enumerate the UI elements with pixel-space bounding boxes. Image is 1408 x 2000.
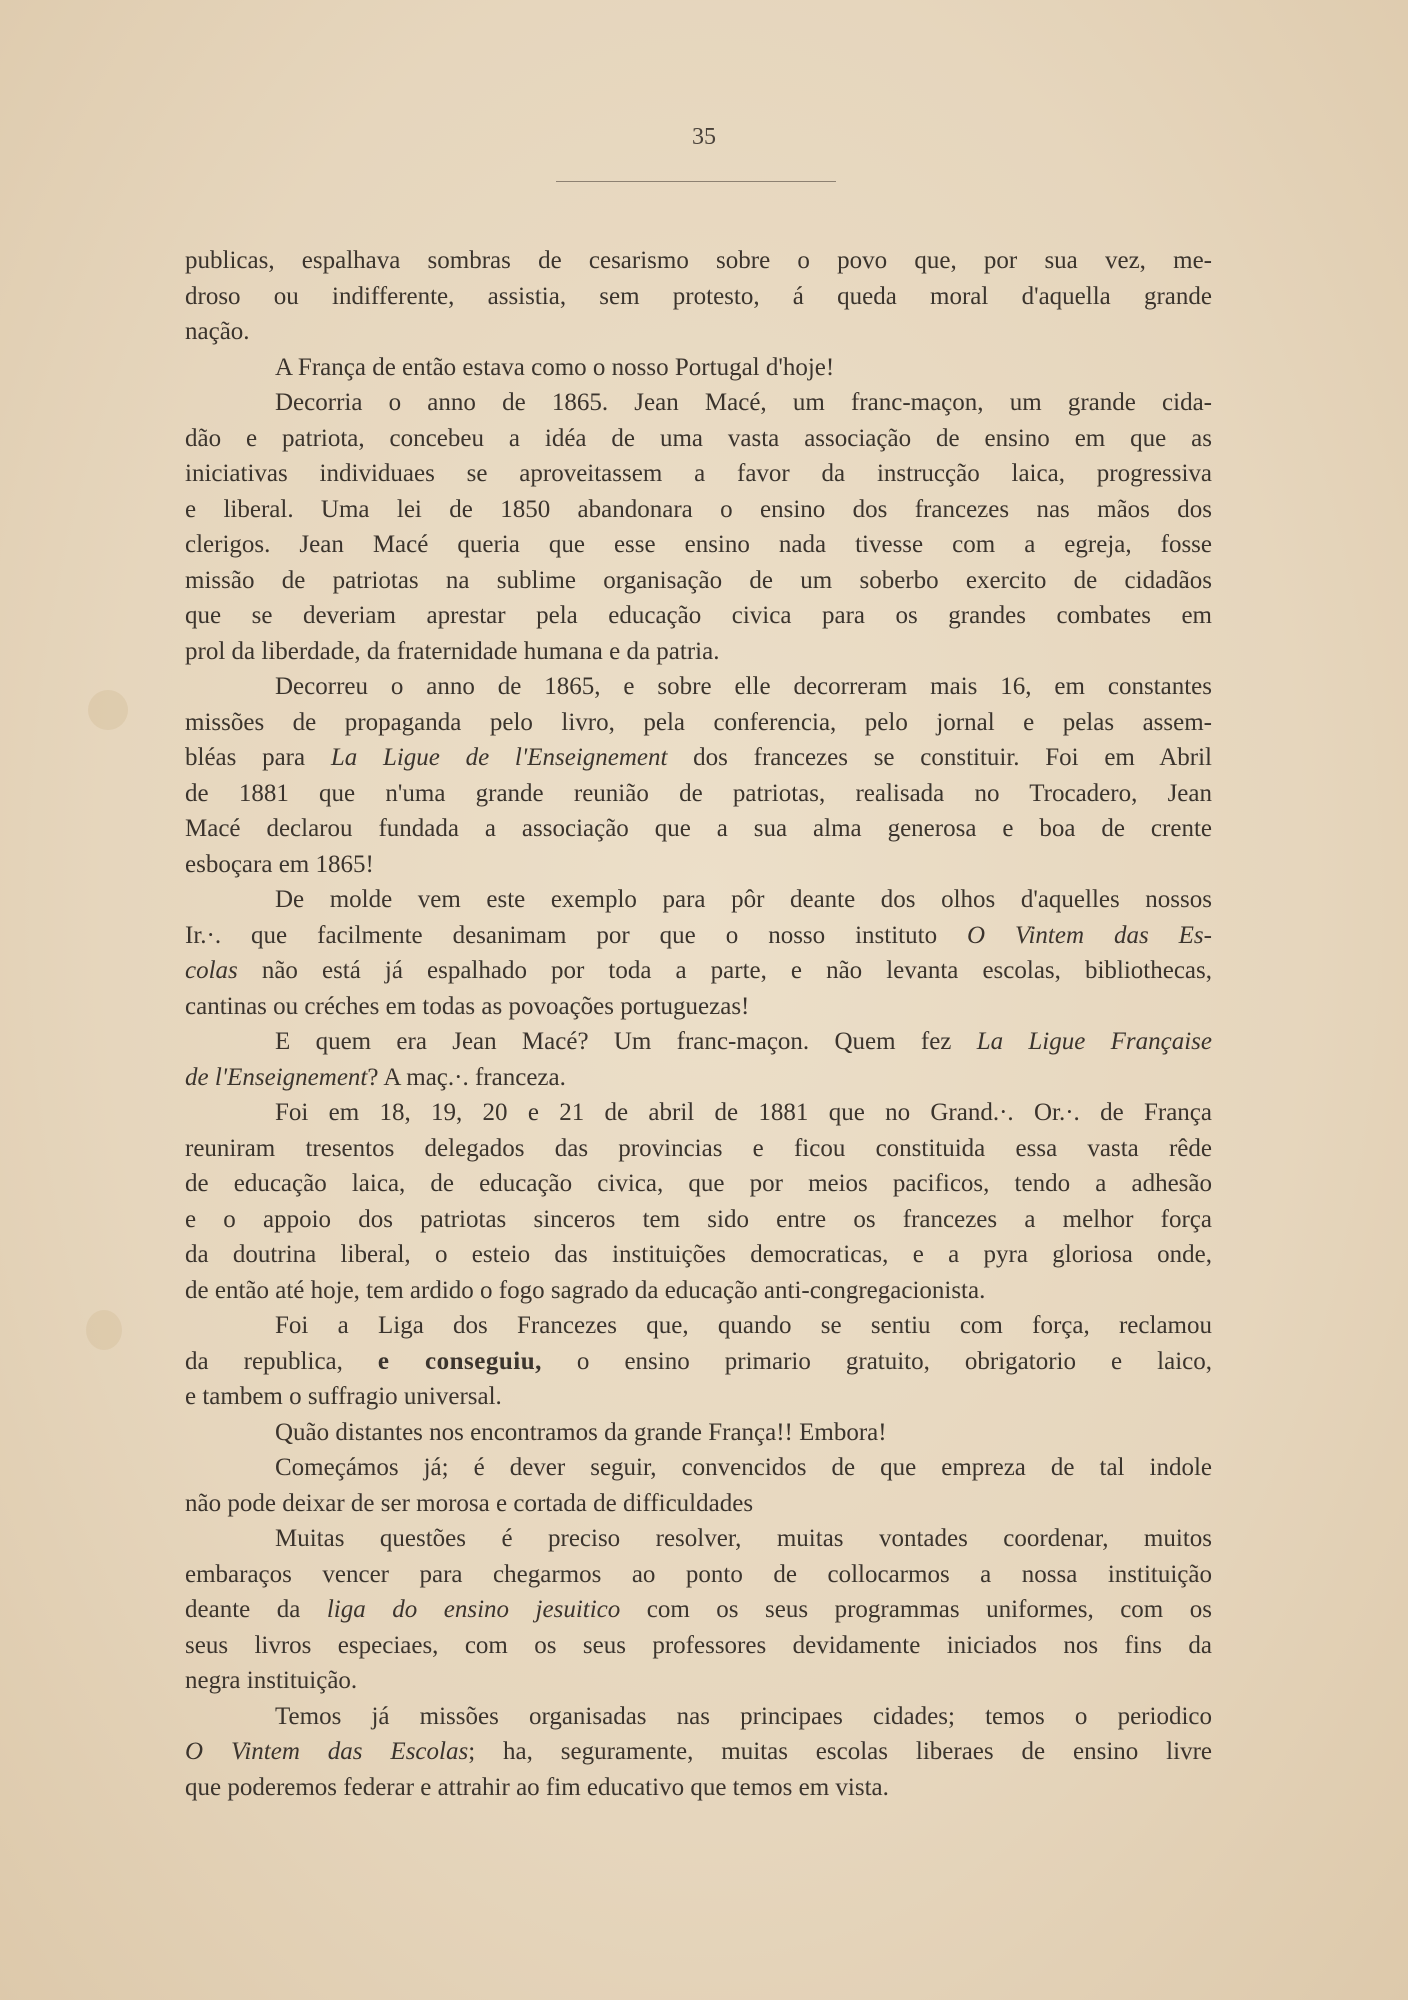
text-line: [275, 1415, 1212, 1451]
italic-text: liga do ensino jesuitico: [326, 1596, 621, 1623]
text-segment: A França de então estava como o nosso Portugal d'hoje!: [275, 353, 835, 381]
text-line: [275, 669, 1212, 705]
text-line: [275, 350, 1212, 386]
text-segment: prol da liberdade, da fraternidade humana e da patria.: [185, 637, 720, 665]
text-line: [275, 882, 1212, 918]
text-segment: não pode deixar de ser morosa e cortada de difficuldades: [185, 1489, 754, 1517]
text-line: [185, 1344, 1212, 1380]
text-segment: da doutrina liberal, o esteio das instituições democraticas, e a pyra gloriosa onde,: [185, 1241, 1212, 1268]
text-segment: Macé declarou fundada a associação que a sua alma generosa e boa de crente: [185, 815, 1212, 842]
text-line: [275, 1699, 1212, 1735]
text-segment: droso ou indifferente, assistia, sem protesto, á queda moral d'aquella grande: [185, 282, 1212, 310]
text-line: [275, 1308, 1212, 1344]
text-line: [185, 598, 1212, 634]
text-line: [185, 563, 1212, 599]
text-line: [185, 1592, 1212, 1628]
text-line: [185, 1379, 1212, 1415]
text-segment: Quão distantes nos encontramos da grande França!! Embora!: [275, 1418, 887, 1446]
italic-text: La Ligue de l'Enseignement: [330, 744, 668, 771]
text-segment: missão de patriotas na sublime organisação de um soberbo exercito de cidadãos: [185, 566, 1212, 594]
italic-text: O Vintem das Es-: [967, 921, 1212, 949]
text-segment: reuniram tresentos delegados das provincias e ficou constituida essa vasta rêde: [185, 1134, 1212, 1162]
text-segment: De molde vem este exemplo para pôr deante dos olhos d'aquelles nossos: [275, 886, 1212, 913]
text-segment: embaraços vencer para chegarmos ao ponto de collocarmos a nossa instituição: [185, 1560, 1212, 1588]
italic-text: de l'Enseignement: [185, 1063, 368, 1091]
text-segment: Muitas questões é preciso resolver, muitas vontades coordenar, muitos: [275, 1525, 1212, 1552]
text-line: [185, 1202, 1212, 1238]
text-segment: nação.: [185, 318, 250, 345]
text-segment: Decorria o anno de 1865. Jean Macé, um franc-maçon, um grande cida-: [275, 389, 1212, 416]
text-segment: deante da: [185, 1596, 327, 1623]
text-line: [185, 421, 1212, 457]
text-line: [185, 279, 1212, 315]
text-segment: ; ha, seguramente, muitas escolas liberaes de ensino livre: [468, 1738, 1212, 1765]
text-line: [185, 705, 1212, 741]
text-segment: que se deveriam aprestar pela educação civica para os grandes combates em: [185, 602, 1212, 629]
text-segment: esboçara em 1865!: [185, 850, 374, 878]
text-line: [275, 385, 1212, 421]
text-line: [185, 1663, 1212, 1699]
text-line: [275, 1095, 1212, 1131]
text-line: [185, 314, 1212, 350]
bold-text: e conseguiu,: [377, 1347, 542, 1375]
text-segment: clerigos. Jean Macé queria que esse ensino nada tivesse com a egreja, fosse: [185, 531, 1212, 558]
text-segment: que poderemos federar e attrahir ao fim educativo que temos em vista.: [185, 1773, 889, 1801]
text-segment: e liberal. Uma lei de 1850 abandonara o ensino dos francezes nas mãos dos: [185, 495, 1212, 523]
text-segment: Foi a Liga dos Francezes que, quando se sentiu com força, reclamou: [275, 1312, 1212, 1339]
text-line: [185, 1166, 1212, 1202]
text-line: [185, 1273, 1212, 1309]
text-segment: da republica,: [185, 1347, 378, 1375]
text-segment: de então até hoje, tem ardido o fogo sagrado da educação anti-congregacionista.: [185, 1276, 986, 1304]
text-segment: Decorreu o anno de 1865, e sobre elle decorreram mais 16, em constantes: [275, 673, 1212, 700]
text-line: [185, 811, 1212, 847]
text-segment: ? A maç.·. franceza.: [367, 1063, 566, 1091]
header-rule: [556, 181, 836, 182]
text-line: [185, 634, 1212, 670]
italic-text: O Vintem das Escolas: [185, 1738, 469, 1765]
text-line: [185, 243, 1212, 279]
paper-stain: [88, 690, 128, 730]
text-line: [185, 1770, 1212, 1806]
text-line: [185, 989, 1212, 1025]
text-segment: negra instituição.: [185, 1667, 358, 1694]
text-segment: e tambem o suffragio universal.: [185, 1383, 502, 1410]
text-line: [185, 1557, 1212, 1593]
italic-text: colas: [185, 957, 238, 984]
text-segment: de 1881 que n'uma grande reunião de patriotas, realisada no Trocadero, Jean: [185, 779, 1212, 807]
italic-text: La Ligue Française: [976, 1028, 1212, 1055]
text-line: [185, 492, 1212, 528]
text-line: [275, 1024, 1212, 1060]
text-segment: Começámos já; é dever seguir, convencidos de que empreza de tal indole: [275, 1454, 1212, 1481]
text-segment: Temos já missões organisadas nas principaes cidades; temos o periodico: [275, 1702, 1212, 1730]
text-line: [185, 1060, 1212, 1096]
text-line: [185, 918, 1212, 954]
text-line: [185, 1628, 1212, 1664]
text-line: [185, 1734, 1212, 1770]
text-segment: não está já espalhado por toda a parte, e não levanta escolas, bibliothecas,: [237, 957, 1212, 984]
text-line: [185, 456, 1212, 492]
text-segment: com os seus programmas uniformes, com os: [620, 1596, 1212, 1623]
text-segment: dos francezes se constituir. Foi em Abril: [667, 744, 1212, 771]
text-line: [185, 847, 1212, 883]
text-segment: seus livros especiaes, com os seus professores devidamente iniciados nos fins da: [185, 1631, 1212, 1659]
text-segment: cantinas ou créches em todas as povoações portuguezas!: [185, 992, 750, 1020]
text-line: [185, 776, 1212, 812]
text-line: [185, 1131, 1212, 1167]
text-segment: E quem era Jean Macé? Um franc-maçon. Quem fez: [275, 1028, 977, 1055]
text-segment: publicas, espalhava sombras de cesarismo sobre o povo que, por sua vez, me-: [185, 247, 1212, 274]
text-line: [275, 1450, 1212, 1486]
paper-stain: [86, 1310, 122, 1350]
text-line: [185, 527, 1212, 563]
text-segment: iniciativas individuaes se aproveitassem a favor da instrucção laica, progressiva: [185, 460, 1212, 487]
text-line: [185, 740, 1212, 776]
text-line: [185, 1486, 1212, 1522]
text-segment: dão e patriota, concebeu a idéa de uma vasta associação de ensino em que as: [185, 424, 1212, 452]
text-line: [185, 953, 1212, 989]
text-line: [185, 1237, 1212, 1273]
text-segment: e o appoio dos patriotas sinceros tem sido entre os francezes a melhor força: [185, 1205, 1212, 1233]
text-segment: missões de propaganda pelo livro, pela conferencia, pelo jornal e pelas assem-: [185, 708, 1212, 736]
text-segment: de educação laica, de educação civica, que por meios pacificos, tendo a adhesão: [185, 1170, 1212, 1197]
text-line: [275, 1521, 1212, 1557]
text-segment: bléas para: [185, 744, 331, 771]
text-segment: Ir.·. que facilmente desanimam por que o nosso instituto: [185, 921, 968, 949]
text-segment: Foi em 18, 19, 20 e 21 de abril de 1881 que no Grand.·. Or.·. de França: [275, 1099, 1212, 1126]
text-segment: o ensino primario gratuito, obrigatorio e laico,: [541, 1347, 1212, 1375]
page-number: 35: [692, 124, 716, 150]
